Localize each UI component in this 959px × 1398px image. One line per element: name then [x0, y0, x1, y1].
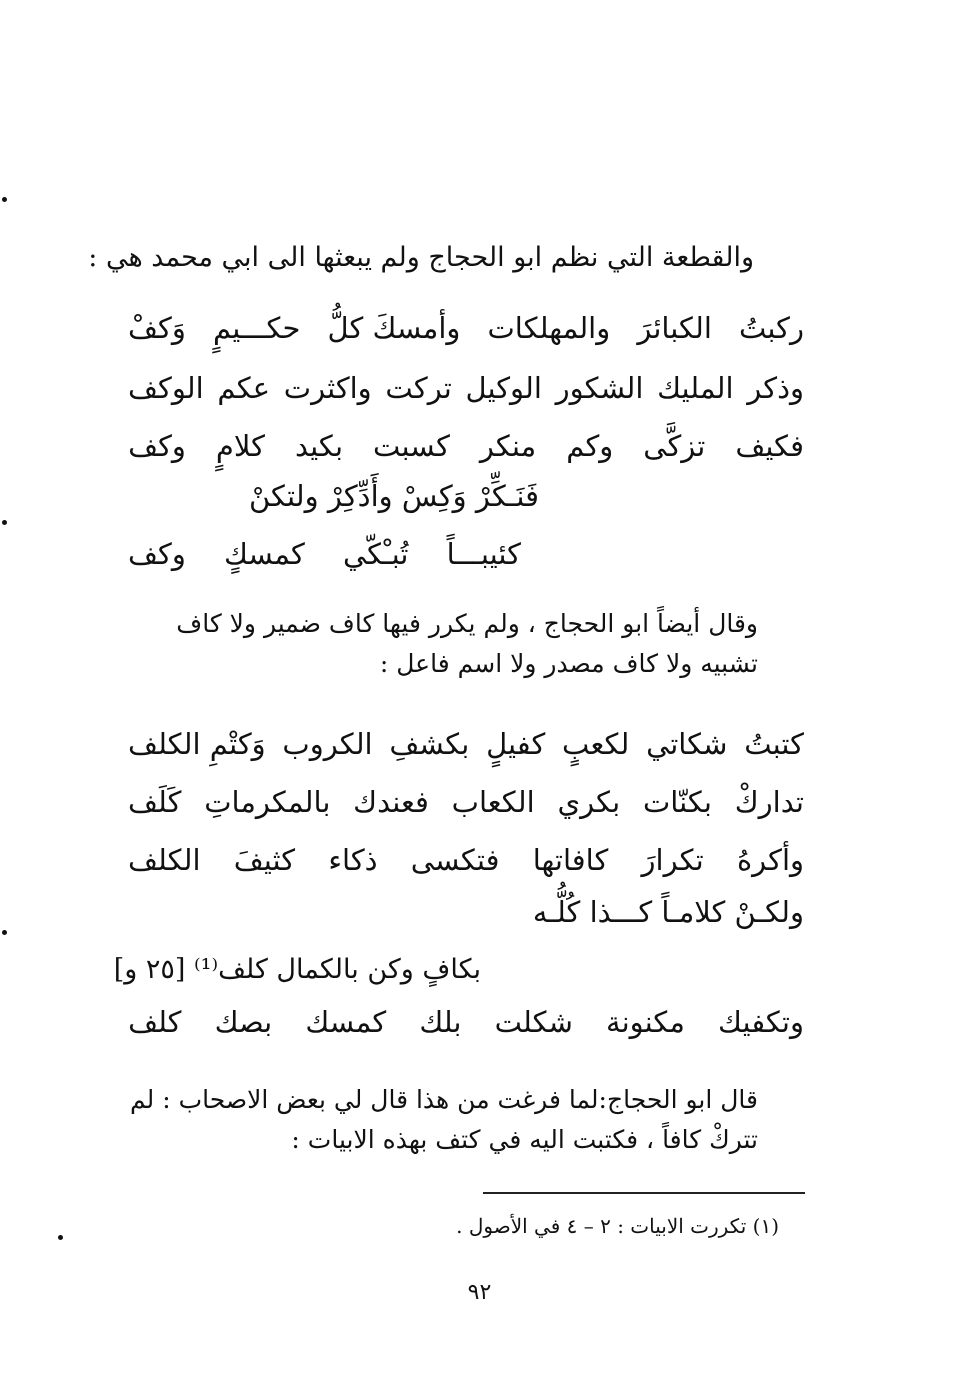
- verse-word: بكنّات: [643, 785, 712, 819]
- verse-word: كئيبـــاً: [446, 537, 521, 571]
- verse-word: كتبتُ: [744, 727, 804, 761]
- verse-word: وتكفيك: [718, 1005, 804, 1039]
- prose-paragraph-2: قال ابو الحجاج:لما فرغت من هذا قال لي بعض الاصحاب : لم تتركْ كافاً ، فكتبت اليه في كتف بهذه الابيات :: [130, 1085, 758, 1154]
- footnote-rule: [483, 1192, 805, 1194]
- verse-word: مكنونة: [606, 1005, 685, 1039]
- prose-paragraph-1: وقال أيضاً ابو الحجاج ، ولم يكرر فيها كاف ضمير ولا كاف تشبيه ولا كاف مصدر ولا اسم فاعل :: [176, 609, 758, 678]
- verse-word: ركبتُ: [738, 311, 804, 345]
- verse-word: فكيف: [735, 429, 804, 463]
- verse-word: عكم: [217, 371, 271, 405]
- poem1-line-3: [128, 424, 804, 468]
- verse-word: كافاتها: [532, 843, 609, 877]
- verse-word: كفيلٍ: [486, 727, 546, 761]
- verse-word: تُبـْكّي: [342, 537, 409, 571]
- poem1-line-4: فَنَـكِّرْ وَكِسْ وأَدِّكِرْ ولتكنْ: [248, 479, 539, 513]
- verse-word: تكرارَ: [641, 843, 704, 877]
- verse-word: واكثرت: [283, 371, 372, 405]
- verse-word: حكـــيمٍ: [212, 311, 301, 345]
- poem2-line-6: [128, 1000, 804, 1044]
- poem2-line-5: بكافٍ وكن بالكمال كلف⁽¹⁾ [٢٥ و]: [113, 954, 481, 985]
- page-number: ٩٢: [467, 1280, 492, 1305]
- verse-word: المليك: [657, 371, 734, 405]
- intro-line: والقطعة التي نظم ابو الحجاج ولم يبعثها الى ابي محمد هي :: [88, 242, 754, 273]
- verse-word: كمسك: [305, 1005, 387, 1039]
- verse-word: وَكفْ: [128, 311, 186, 345]
- verse-word: فتكسى: [410, 843, 500, 877]
- poem1-line-5: [128, 532, 521, 576]
- verse-word: الكعاب: [451, 785, 535, 819]
- margin-mark: [2, 930, 7, 935]
- verse-word: وأمسكَ كلُّ: [327, 311, 461, 345]
- verse-word: لكعبٍ: [562, 727, 630, 761]
- poem1-line-2: [128, 366, 804, 410]
- verse-word: وكف: [128, 537, 186, 571]
- verse-word: الوكيل: [465, 371, 542, 405]
- verse-word: وكم: [566, 429, 614, 463]
- poem2-line-3: [128, 838, 804, 882]
- margin-mark: [2, 197, 7, 202]
- verse-word: بكيد: [294, 429, 344, 463]
- poem2-line-1: [128, 722, 804, 766]
- margin-mark: [58, 1235, 63, 1240]
- verse-word: كمسكٍ: [223, 537, 305, 571]
- verse-word: الكلف: [128, 843, 201, 877]
- verse-word: شكاتي: [646, 727, 728, 761]
- verse-word: كَلَف: [128, 785, 182, 819]
- verse-word: بكشفِ: [389, 727, 470, 761]
- verse-word: الوكف: [128, 371, 204, 405]
- verse-word: بلك: [419, 1005, 462, 1039]
- verse-word: والمهلكات: [487, 311, 611, 345]
- poem2-line-4: ولكـنْ كلامـاً كـــذا كُلُّـه: [532, 895, 804, 929]
- verse-word: الكبائرَ: [637, 311, 712, 345]
- verse-word: الكروب: [282, 727, 373, 761]
- verse-word: كلامٍ: [215, 429, 265, 463]
- poem2-line-2: [128, 780, 804, 824]
- verse-word: شكلت: [494, 1005, 573, 1039]
- verse-word: بصك: [214, 1005, 273, 1039]
- poem1-line-1: [128, 306, 804, 350]
- verse-word: كثيفَ: [233, 843, 296, 877]
- footnote: (١) تكررت الابيات : ٢ – ٤ في الأصول .: [456, 1214, 779, 1238]
- verse-word: منكر: [479, 429, 537, 463]
- verse-word: بكري: [557, 785, 621, 819]
- verse-word: تداركْ: [734, 785, 804, 819]
- verse-word: تزكَّى: [643, 429, 706, 463]
- verse-word: كلف: [128, 1005, 182, 1039]
- verse-word: كسبت: [373, 429, 450, 463]
- margin-mark: [2, 520, 7, 525]
- verse-word: تركت: [385, 371, 452, 405]
- verse-word: وأكرهُ: [736, 843, 804, 877]
- verse-word: وَكتْمِ الكلف: [128, 727, 266, 761]
- verse-word: فعندك: [353, 785, 429, 819]
- verse-word: ذكاء: [328, 843, 378, 877]
- verse-word: وذكر: [747, 371, 804, 405]
- verse-word: الشكور: [555, 371, 644, 405]
- verse-word: بالمكرماتِ: [204, 785, 331, 819]
- verse-word: وكف: [128, 429, 186, 463]
